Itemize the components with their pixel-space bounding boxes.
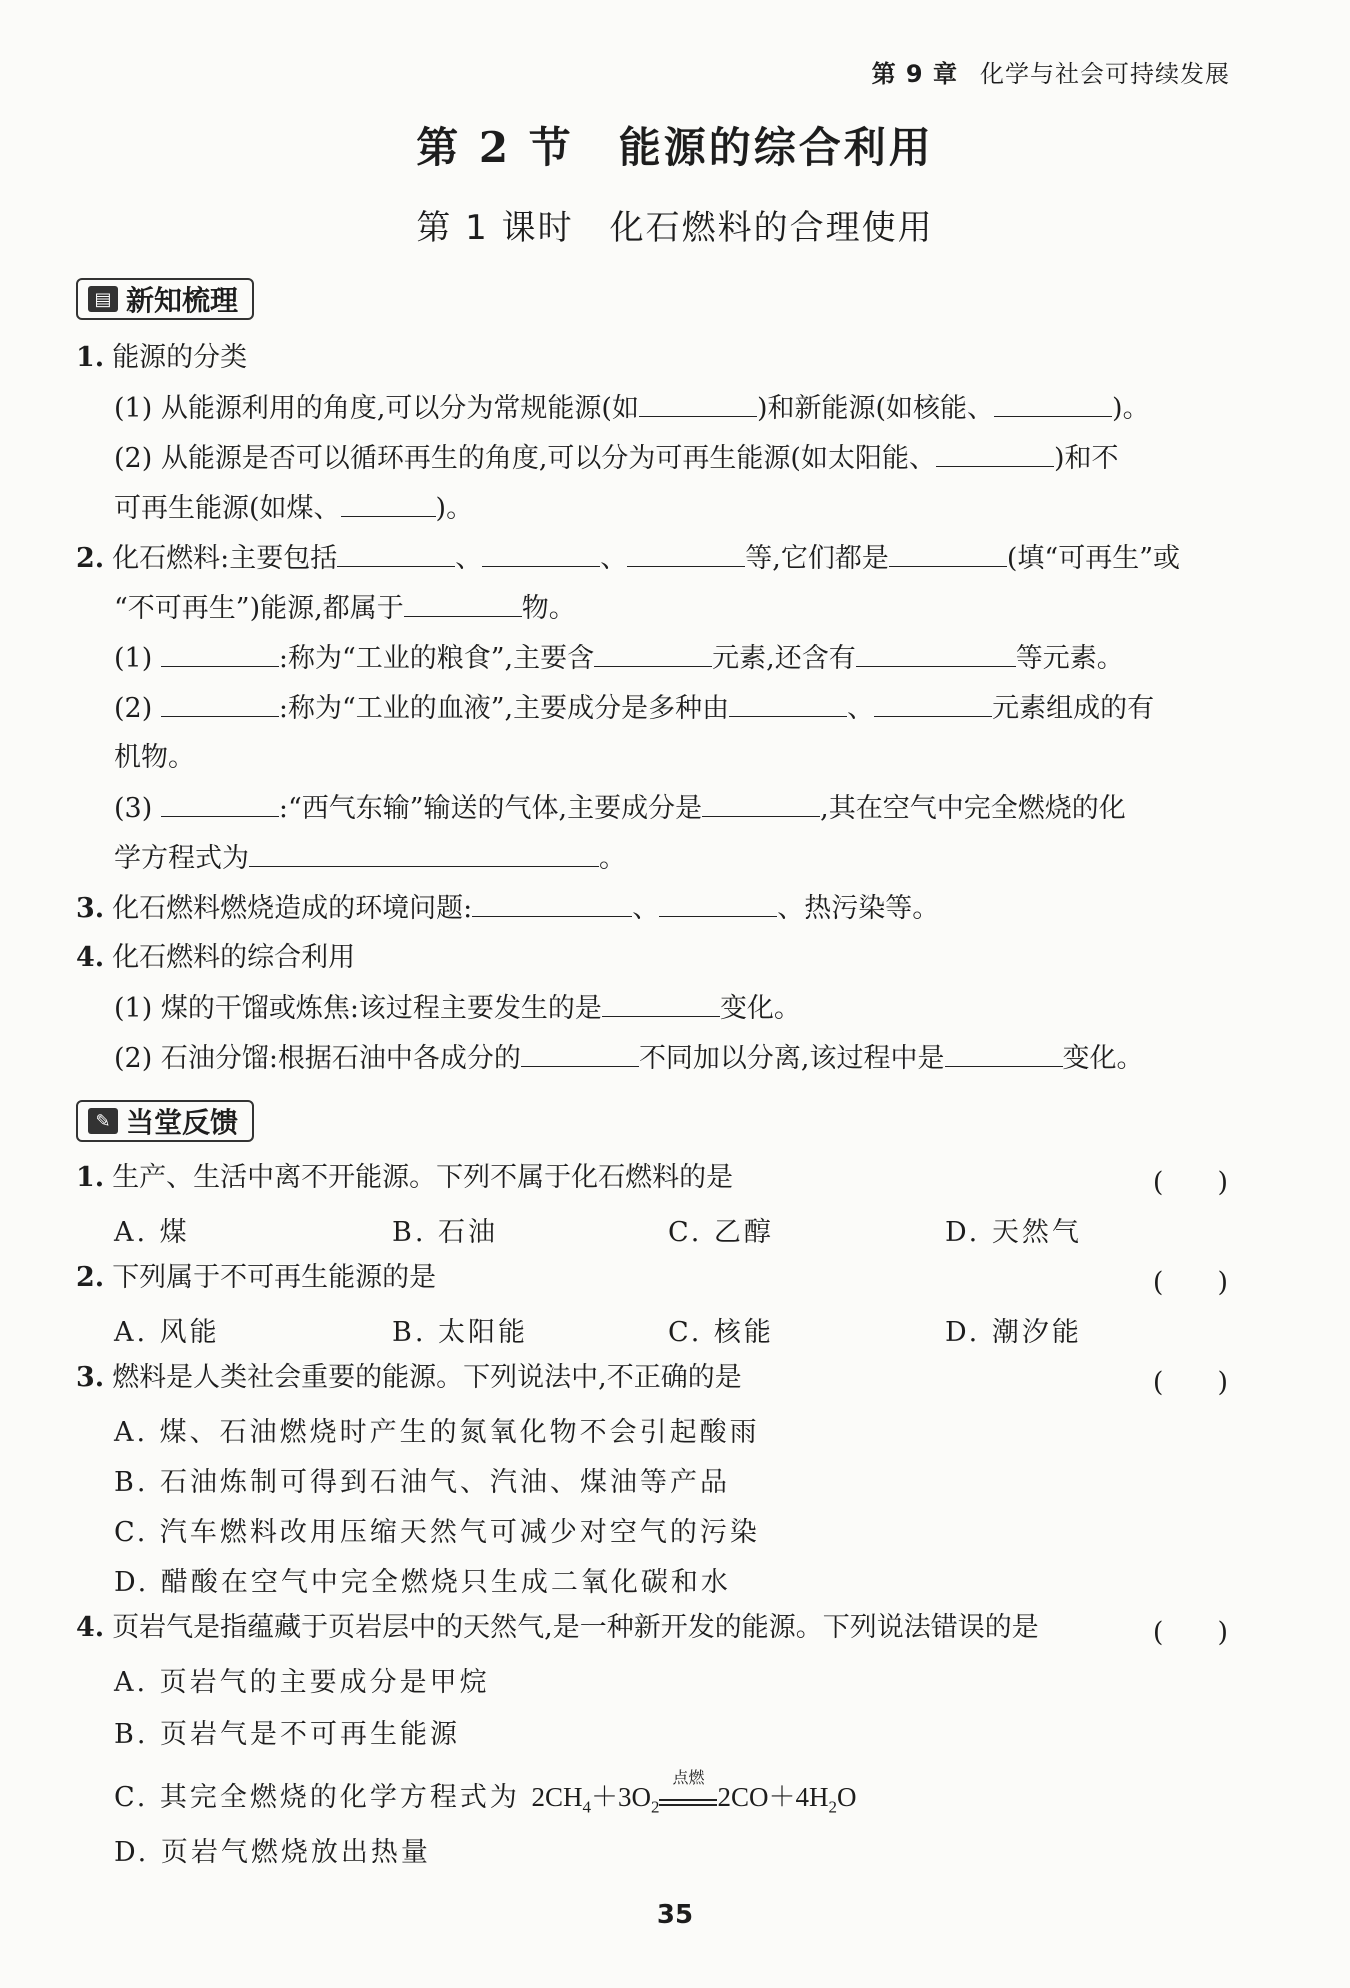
- k4-line2: (2) 石油分馏:根据石油中各成分的 不同加以分离,该过程中是 变化。: [114, 1040, 1144, 1077]
- option[interactable]: A. 煤、石油燃烧时产生的氮氧化物不会引起酸雨: [114, 1417, 760, 1448]
- running-header: [872, 54, 1230, 89]
- pencil-icon: ✎: [88, 1108, 118, 1134]
- section-label: 当堂反馈: [126, 1106, 239, 1139]
- k2-oil-cont: 机物。: [114, 742, 195, 773]
- blank[interactable]: [472, 890, 632, 917]
- blank[interactable]: [659, 890, 777, 917]
- option[interactable]: B. 石油: [392, 1217, 499, 1248]
- section-label: 新知梳理: [126, 284, 239, 317]
- q4-stem: 4. 页岩气是指蕴藏于页岩层中的天然气,是一种新开发的能源。下列说法错误的是: [76, 1612, 1039, 1643]
- option[interactable]: D. 页岩气燃烧放出热量: [114, 1837, 431, 1868]
- k2-oil: (2) :称为“工业的血液”,主要成分是多种由 、 元素组成的有: [114, 690, 1154, 727]
- option[interactable]: B. 太阳能: [392, 1317, 529, 1348]
- book-icon: ▤: [88, 286, 118, 312]
- k2-line2: “不可再生”)能源,都属于 物。: [114, 590, 576, 627]
- option[interactable]: A. 风能: [114, 1317, 220, 1348]
- option[interactable]: C. 乙醇: [668, 1217, 774, 1248]
- k1-title: 1. 能源的分类: [76, 342, 248, 373]
- option[interactable]: A. 页岩气的主要成分是甲烷: [114, 1667, 490, 1698]
- blank[interactable]: [161, 640, 279, 667]
- option[interactable]: D. 醋酸在空气中完全燃烧只生成二氧化碳和水: [114, 1567, 731, 1598]
- blank[interactable]: [994, 390, 1112, 417]
- blank[interactable]: [627, 540, 745, 567]
- option[interactable]: D. 天然气: [945, 1217, 1082, 1248]
- chapter-title: 化学与社会可持续发展: [980, 60, 1230, 88]
- blank[interactable]: [945, 1040, 1063, 1067]
- answer-paren[interactable]: ( ): [1152, 1617, 1228, 1648]
- section-header-feedback: [76, 1100, 254, 1142]
- blank[interactable]: [729, 690, 847, 717]
- blank[interactable]: [594, 640, 712, 667]
- k1-line2: (2) 从能源是否可以循环再生的角度,可以分为可再生能源(如太阳能、 )和不: [114, 440, 1119, 477]
- k2-coal: (1) :称为“工业的粮食”,主要含 元素,还含有 等元素。: [114, 640, 1124, 677]
- section-header-new-knowledge: [76, 278, 254, 320]
- blank[interactable]: [404, 590, 522, 617]
- blank[interactable]: [161, 690, 279, 717]
- answer-paren[interactable]: ( ): [1152, 1167, 1228, 1198]
- k3: 3. 化石燃料燃烧造成的环境问题: 、 、热污染等。: [76, 890, 939, 927]
- k2-line1: 2. 化石燃料:主要包括 、 、 等,它们都是 (填“可再生”或: [76, 540, 1180, 577]
- blank[interactable]: [482, 540, 600, 567]
- option-with-equation[interactable]: C. 其完全燃烧的化学方程式为 $2CH_4+3O_2$ 点燃 $2CO+4H_2O$: [114, 1770, 857, 1817]
- blank[interactable]: [889, 540, 1007, 567]
- reaction-arrow: 点燃: [659, 1787, 717, 1806]
- k2-gas: (3) :“西气东输”输送的气体,主要成分是 ,其在空气中完全燃烧的化: [114, 790, 1126, 827]
- chapter-number: 第 9 章: [871, 60, 958, 88]
- blank[interactable]: [874, 690, 992, 717]
- blank[interactable]: [602, 990, 720, 1017]
- option[interactable]: C. 汽车燃料改用压缩天然气可减少对空气的污染: [114, 1517, 760, 1548]
- answer-paren[interactable]: ( ): [1152, 1267, 1228, 1298]
- chemical-equation: $2CH_4+3O_2$ 点燃 $2CO+4H_2O$: [531, 1770, 857, 1817]
- blank[interactable]: [521, 1040, 639, 1067]
- option[interactable]: B. 页岩气是不可再生能源: [114, 1719, 461, 1750]
- blank[interactable]: [856, 640, 1016, 667]
- q1-stem: 1. 生产、生活中离不开能源。下列不属于化石燃料的是: [76, 1162, 734, 1193]
- blank[interactable]: [639, 390, 757, 417]
- option[interactable]: B. 石油炼制可得到石油气、汽油、煤油等产品: [114, 1467, 731, 1498]
- lesson-title: 第 1 课时 化石燃料的合理使用: [416, 208, 934, 248]
- option[interactable]: A. 煤: [114, 1217, 190, 1248]
- blank[interactable]: [702, 790, 820, 817]
- page-number: 35: [656, 1900, 694, 1930]
- blank[interactable]: [249, 840, 599, 867]
- k2-gas-cont: 学方程式为 。: [114, 840, 626, 877]
- blank[interactable]: [161, 790, 279, 817]
- section-title: 第 2 节 能源的综合利用: [416, 123, 934, 172]
- option[interactable]: D. 潮汐能: [945, 1317, 1082, 1348]
- k1-line1: (1) 从能源利用的角度,可以分为常规能源(如 )和新能源(如核能、 )。: [114, 390, 1150, 427]
- q3-stem: 3. 燃料是人类社会重要的能源。下列说法中,不正确的是: [76, 1362, 742, 1393]
- blank[interactable]: [341, 490, 436, 517]
- k1-line3: 可再生能源(如煤、 )。: [114, 490, 473, 527]
- k4-line1: (1) 煤的干馏或炼焦:该过程主要发生的是 变化。: [114, 990, 801, 1027]
- blank[interactable]: [337, 540, 455, 567]
- q2-stem: 2. 下列属于不可再生能源的是: [76, 1262, 437, 1293]
- k4-title: 4. 化石燃料的综合利用: [76, 942, 356, 973]
- option[interactable]: C. 核能: [668, 1317, 774, 1348]
- answer-paren[interactable]: ( ): [1152, 1367, 1228, 1398]
- blank[interactable]: [936, 440, 1054, 467]
